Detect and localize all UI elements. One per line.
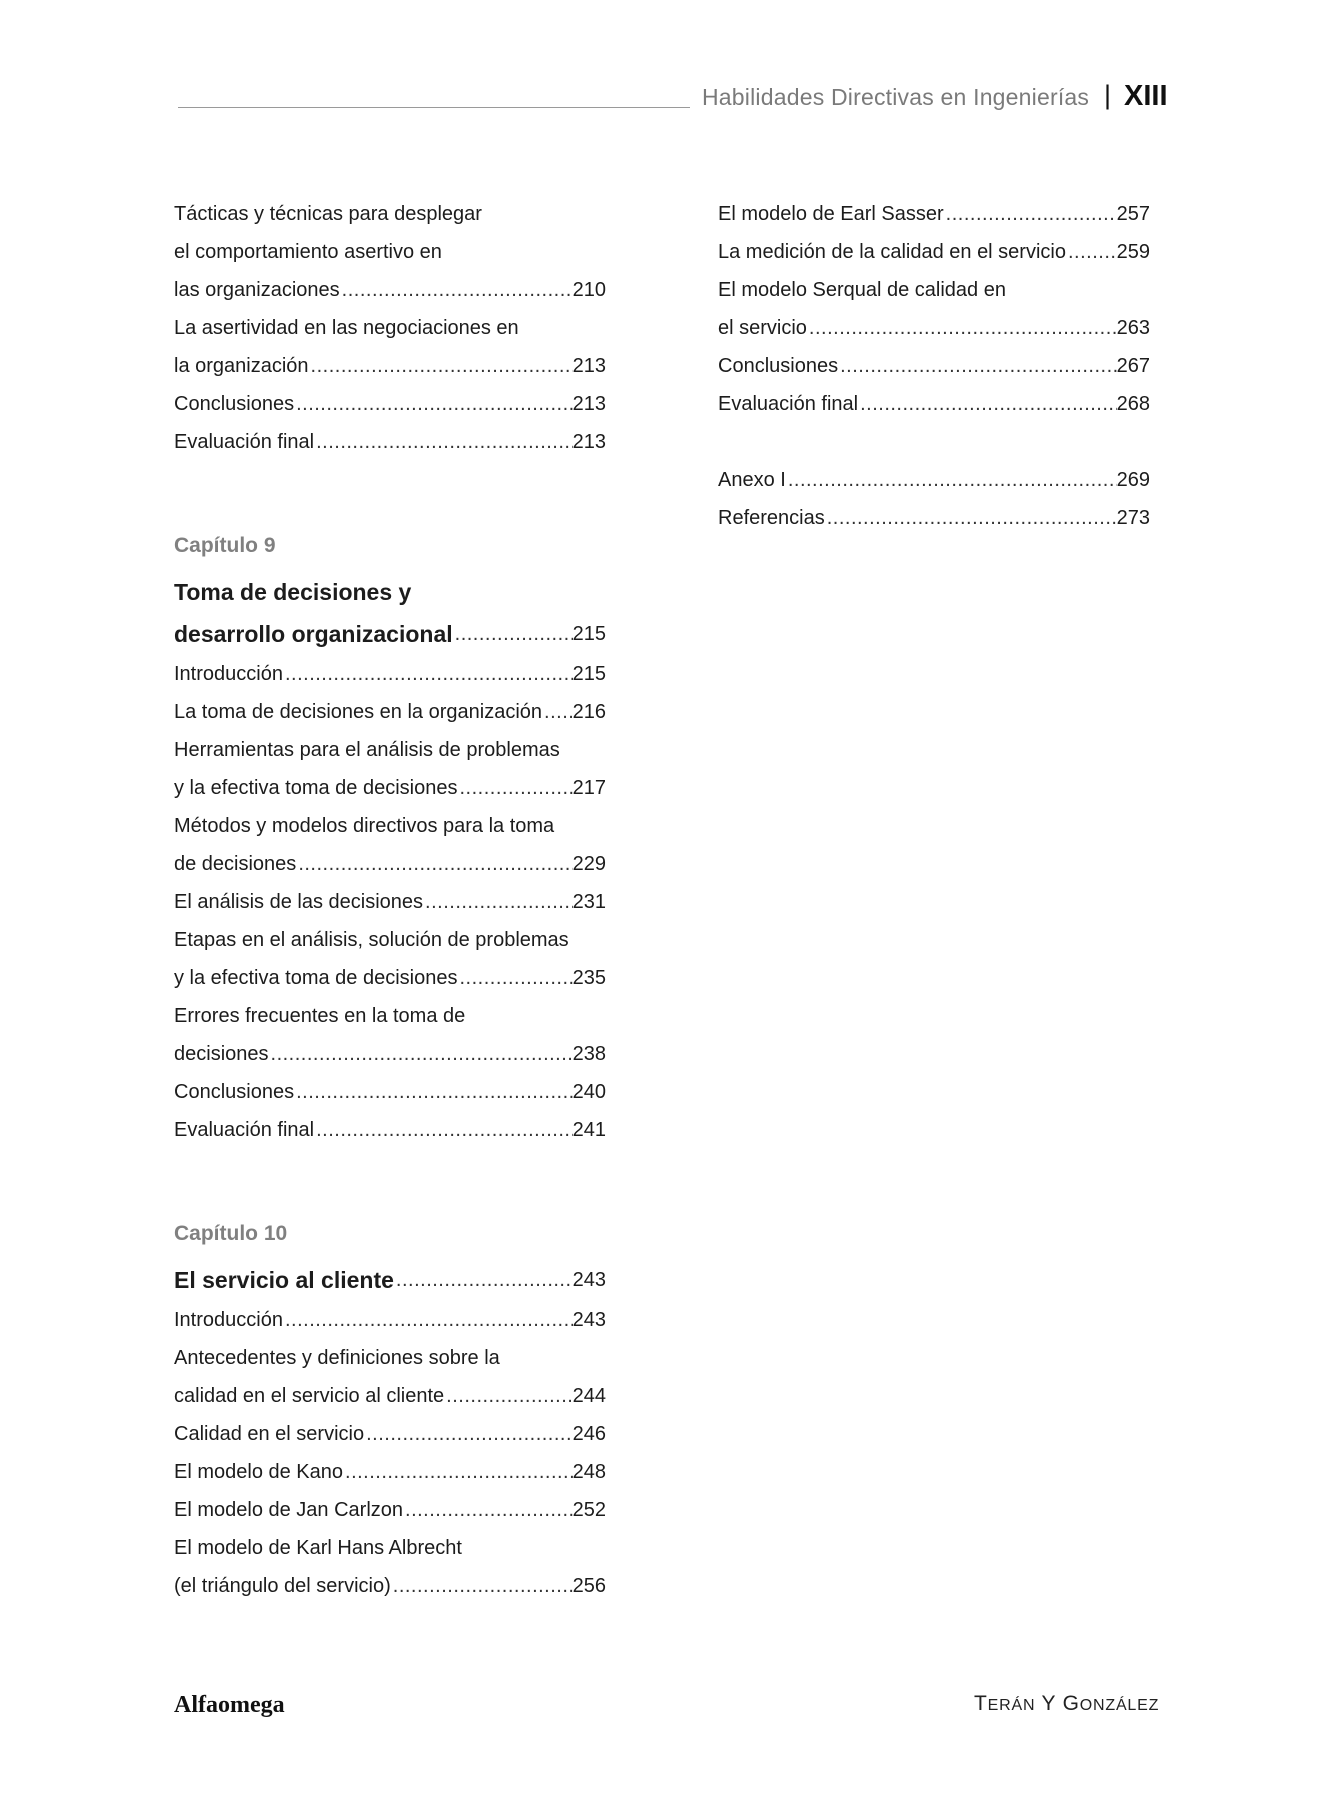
toc-entry: Calidad en el servicio ..... 246 [174, 1416, 606, 1446]
toc-entry: Evaluación final ..... 213 [174, 424, 606, 454]
toc-entry: Introducción ..... 215 [174, 656, 606, 686]
toc-entry: de decisiones ..... 229 [174, 846, 606, 876]
chapter-label: Capítulo 9 [174, 534, 276, 557]
toc-entry: decisiones ..... 238 [174, 1036, 606, 1066]
toc-entry: La asertividad en las negociaciones en [174, 317, 519, 339]
toc-entry: El modelo Serqual de calidad en [718, 279, 1006, 301]
toc-entry: Conclusiones ..... 213 [174, 386, 606, 416]
chapter-label: Capítulo 10 [174, 1222, 288, 1245]
authors-name: TERÁN Y GONZÁLEZ [974, 1692, 1160, 1715]
toc-entry: y la efectiva toma de decisiones ..... 235 [174, 960, 606, 990]
toc-entry: La toma de decisiones en la organización ..... 216 [174, 694, 606, 724]
toc-entry: Errores frecuentes en la toma de [174, 1005, 466, 1027]
toc-entry: La medición de la calidad en el servicio ..... 259 [718, 234, 1150, 264]
toc-entry: Tácticas y técnicas para desplegar [174, 203, 482, 225]
publisher-name: Alfaomega [174, 1692, 285, 1718]
header-rule [178, 107, 690, 108]
toc-entry: Evaluación final ..... 241 [174, 1112, 606, 1142]
toc-entry: Antecedentes y definiciones sobre la [174, 1347, 500, 1369]
toc-entry-appendix: Anexo I ..... 269 [718, 462, 1150, 492]
toc-entry: El modelo de Kano ..... 248 [174, 1454, 606, 1484]
toc-entry: El modelo de Jan Carlzon ..... 252 [174, 1492, 606, 1522]
chapter-title: desarrollo organizacional ..... 215 [174, 616, 606, 646]
chapter-title: Toma de decisiones y [174, 579, 412, 605]
toc-entry: y la efectiva toma de decisiones ..... 217 [174, 770, 606, 800]
toc-entry: calidad en el servicio al cliente ..... 244 [174, 1378, 606, 1408]
toc-entry: El análisis de las decisiones ..... 231 [174, 884, 606, 914]
toc-entry: Introducción ..... 243 [174, 1302, 606, 1332]
toc-entry: Herramientas para el análisis de problemas [174, 739, 560, 761]
toc-entry: las organizaciones ..... 210 [174, 272, 606, 302]
toc-entry: el servicio ..... 263 [718, 310, 1150, 340]
toc-entry: El modelo de Earl Sasser ..... 257 [718, 196, 1150, 226]
toc-entry-references: Referencias ..... 273 [718, 500, 1150, 530]
toc-entry: Métodos y modelos directivos para la toma [174, 815, 555, 837]
running-header-title: Habilidades Directivas en Ingenierías [702, 84, 1090, 110]
chapter-title: El servicio al cliente ..... 243 [174, 1262, 606, 1292]
header-separator: | [1104, 80, 1112, 110]
toc-entry: Evaluación final ..... 268 [718, 386, 1150, 416]
toc-entry: Etapas en el análisis, solución de problemas [174, 929, 569, 951]
toc-entry: el comportamiento asertivo en [174, 241, 442, 263]
toc-entry: Conclusiones ..... 240 [174, 1074, 606, 1104]
toc-entry: la organización ..... 213 [174, 348, 606, 378]
toc-entry: (el triángulo del servicio) ..... 256 [174, 1568, 606, 1598]
page-number: XIII [1124, 80, 1168, 112]
toc-entry: Conclusiones ..... 267 [718, 348, 1150, 378]
toc-entry: El modelo de Karl Hans Albrecht [174, 1537, 462, 1559]
